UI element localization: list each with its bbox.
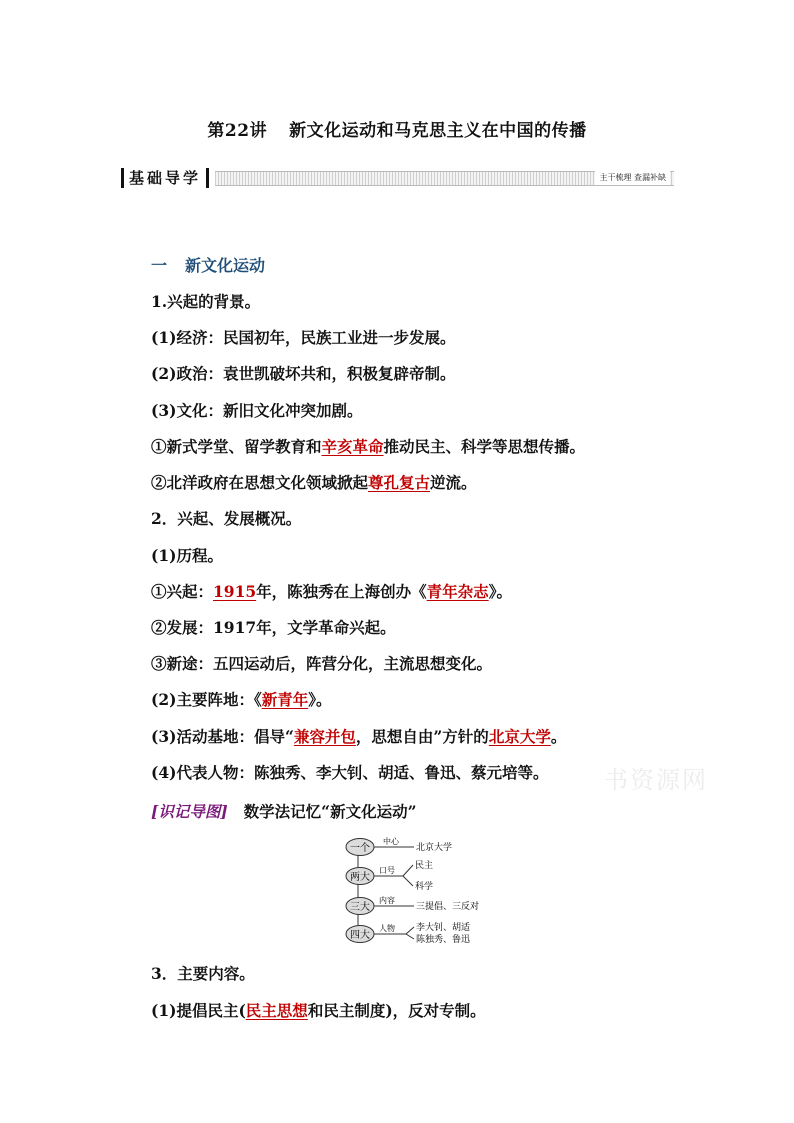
text-representatives: (4)代表人物：陈独秀、李大钊、胡适、鲁迅、蔡元培等。 — [151, 763, 549, 782]
text-democracy: (1)提倡民主(民主思想和民主制度)，反对专制。 — [151, 1001, 486, 1020]
text-activity-base: (3)活动基地：倡导“兼容并包，思想自由”方针的北京大学。 — [151, 727, 567, 746]
banner-note: 主干梳理 查漏补缺 — [595, 171, 670, 185]
diagram-edge-4-label: 人物 — [379, 924, 395, 933]
diagram-node-2-label: 两大 — [350, 872, 370, 883]
heading-background: 1.兴起的背景。 — [151, 292, 261, 311]
diagram-edge-3-label: 内容 — [379, 896, 395, 905]
memory-diagram — [343, 833, 513, 945]
diagram-target-2b: 科学 — [415, 882, 434, 892]
answer-xinhai-revolution: 辛亥革命 — [321, 437, 384, 456]
answer-zunkong-fugu: 尊孔复古 — [368, 473, 431, 492]
heading-main-content: 3．主要内容。 — [151, 964, 255, 983]
memory-map-text: 数学法记忆“新文化运动” — [243, 802, 417, 821]
memory-map-heading — [151, 800, 417, 822]
section-number: 一 — [151, 256, 168, 275]
text-economy: (1)经济：民国初年，民族工业进一步发展。 — [151, 328, 456, 347]
text-main-base: (2)主要阵地：《新青年》。 — [151, 690, 332, 709]
text-politics: (2)政治：袁世凯破坏共和，积极复辟帝制。 — [151, 364, 456, 383]
diagram-node-4-label: 四大 — [350, 930, 370, 941]
diagram-edge-1-label: 中心 — [383, 837, 399, 846]
watermark: 书资源网 — [604, 766, 708, 794]
diagram-target-4b: 陈独秀、鲁迅 — [416, 935, 471, 945]
text-culture-point-2: ②北洋政府在思想文化领域掀起尊孔复古逆流。 — [151, 473, 477, 492]
diagram-target-3: 三提倡、三反对 — [416, 902, 480, 912]
text-new-path: ③新途：五四运动后，阵营分化，主流思想变化。 — [151, 654, 493, 673]
diagram-target-1: 北京大学 — [416, 843, 453, 853]
text-rise: ①兴起：1915年，陈独秀在上海创办《青年杂志》。 — [151, 582, 512, 601]
heading-development: 2．兴起、发展概况。 — [151, 509, 302, 528]
text-develop: ②发展：1917年，文学革命兴起。 — [151, 618, 396, 637]
section-heading — [151, 253, 265, 276]
answer-inclusiveness: 兼容并包 — [293, 727, 356, 746]
memory-map-tag: [识记导图] — [151, 802, 228, 821]
diagram-target-2a: 民主 — [415, 861, 434, 871]
text-culture-point-1: ①新式学堂、留学教育和辛亥革命推动民主、科学等思想传播。 — [151, 437, 586, 456]
diagram-node-3-label: 三大 — [350, 902, 370, 913]
lecture-number: 第22讲 — [207, 121, 268, 141]
section-label: 新文化运动 — [185, 256, 266, 275]
diagram-node-1-label: 一个 — [350, 843, 370, 854]
section-banner — [121, 168, 674, 188]
banner-tag: 基础导学 — [121, 168, 209, 188]
page-title — [0, 116, 794, 141]
text-culture: (3)文化：新旧文化冲突加剧。 — [151, 401, 363, 420]
answer-new-youth: 新青年 — [261, 690, 309, 709]
lecture-topic: 新文化运动和马克思主义在中国的传播 — [289, 121, 587, 141]
answer-youth-magazine: 青年杂志 — [426, 582, 489, 601]
diagram-edge-2-label: 口号 — [379, 866, 395, 875]
answer-year-1915: 1915 — [213, 582, 257, 601]
diagram-target-4a: 李大钊、胡适 — [416, 923, 471, 933]
answer-peking-university: 北京大学 — [488, 727, 551, 746]
answer-democratic-thought: 民主思想 — [245, 1001, 308, 1020]
text-process: (1)历程。 — [151, 546, 223, 565]
